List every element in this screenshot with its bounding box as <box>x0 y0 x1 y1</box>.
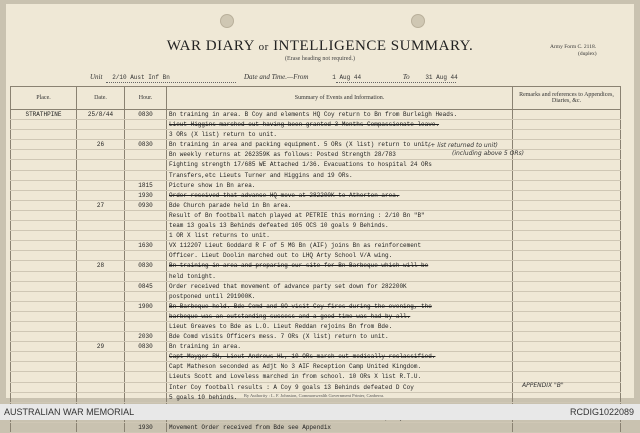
diary-row <box>11 221 621 231</box>
diary-row <box>11 210 621 220</box>
cell-remarks <box>513 342 621 352</box>
page-title <box>6 38 634 55</box>
unit-underline <box>106 82 236 83</box>
cell-remarks <box>513 301 621 311</box>
cell-remarks <box>513 200 621 210</box>
date-from-value: 1 Aug 44 <box>332 74 362 81</box>
diary-row <box>11 352 621 362</box>
diary-row <box>11 140 621 150</box>
cell-remarks <box>513 332 621 342</box>
cell-hour <box>125 372 167 382</box>
diary-row <box>11 291 621 301</box>
cell-remarks <box>513 241 621 251</box>
cell-place <box>11 291 77 301</box>
cell-date: 28 <box>77 261 125 271</box>
cell-hour <box>125 362 167 372</box>
diary-row <box>11 321 621 331</box>
cell-remarks <box>513 180 621 190</box>
cell-remarks <box>513 311 621 321</box>
cell-remarks <box>513 231 621 241</box>
cell-date <box>77 251 125 261</box>
title-intelligence-summary: INTELLIGENCE SUMMARY. <box>273 38 474 54</box>
cell-date <box>77 180 125 190</box>
cell-hour <box>125 251 167 261</box>
cell-date <box>77 321 125 331</box>
diary-row <box>11 150 621 160</box>
cell-date <box>77 352 125 362</box>
cell-remarks <box>513 140 621 150</box>
cell-text: Bn training in area and preparing our site for Bn Barbeque which will be <box>167 261 513 271</box>
unit-value: 2/10 Aust Inf Bn <box>112 74 170 81</box>
form-note: (duplex) <box>578 50 597 57</box>
cell-remarks <box>513 321 621 331</box>
cell-text: Lieuts Scott and Loveless marched in from school. 10 ORs X list R.T.U. <box>167 372 513 382</box>
date-to-value: 31 Aug 44 <box>425 74 458 81</box>
cell-hour <box>125 210 167 220</box>
cell-place <box>11 241 77 251</box>
cell-hour <box>125 352 167 362</box>
column-header-hour: Hour. <box>125 87 167 110</box>
archive-name: AUSTRALIAN WAR MEMORIAL <box>4 407 135 417</box>
cell-place <box>11 251 77 261</box>
cell-text: 1 OR X list returns to unit. <box>167 231 513 241</box>
cell-date <box>77 150 125 160</box>
form-number <box>550 44 620 57</box>
cell-date <box>77 160 125 170</box>
cell-text: barbeque was an outstanding success and a good time was had by all. <box>167 311 513 321</box>
cell-date <box>77 231 125 241</box>
cell-text: Lieut Higgins marched out having been granted 3 Months Compassionate leave. <box>167 120 513 130</box>
cell-date <box>77 190 125 200</box>
cell-place <box>11 281 77 291</box>
cell-place <box>11 210 77 220</box>
cell-text: Bn training in area. B Coy and elements HQ Coy return to Bn from Burleigh Heads. <box>167 110 513 120</box>
cell-place <box>11 311 77 321</box>
cell-text: Bn training in area. <box>167 342 513 352</box>
cell-date: 29 <box>77 342 125 352</box>
date-range-field <box>244 73 458 81</box>
handwritten-appendix-reference: APPENDIX "B" <box>522 382 564 389</box>
cell-remarks <box>513 150 621 160</box>
diary-row <box>11 170 621 180</box>
cell-date: 27 <box>77 200 125 210</box>
cell-hour: 0830 <box>125 342 167 352</box>
cell-remarks <box>513 251 621 261</box>
cell-place <box>11 422 77 432</box>
cell-place <box>11 200 77 210</box>
column-header-date: Date. <box>77 87 125 110</box>
printer-footer: By Authority : L. F. Johnston, Commonwealth Government Printer, Canberra. <box>243 393 385 398</box>
cell-hour: 1930 <box>125 190 167 200</box>
cell-remarks <box>513 190 621 200</box>
cell-hour: 1900 <box>125 301 167 311</box>
cell-hour: 1815 <box>125 180 167 190</box>
diary-row <box>11 372 621 382</box>
cell-hour <box>125 150 167 160</box>
cell-remarks <box>513 120 621 130</box>
cell-place <box>11 342 77 352</box>
cell-remarks <box>513 210 621 220</box>
cell-date <box>77 362 125 372</box>
cell-place <box>11 140 77 150</box>
diary-row <box>11 342 621 352</box>
cell-date <box>77 120 125 130</box>
cell-place <box>11 332 77 342</box>
diary-row <box>11 160 621 170</box>
diary-row <box>11 311 621 321</box>
handwritten-note-including-ors: (including above 5 ORs) <box>452 150 524 157</box>
diary-row <box>11 120 621 130</box>
diary-row <box>11 241 621 251</box>
cell-date <box>77 291 125 301</box>
cell-place <box>11 362 77 372</box>
cell-date <box>77 241 125 251</box>
cell-text: Fighting strength 17/685 WE Attached 1/36. Evacuations to hospital 24 ORs <box>167 160 513 170</box>
cell-remarks <box>513 291 621 301</box>
unit-field <box>90 73 170 81</box>
diary-table <box>10 86 621 433</box>
cell-text: team 13 goals 13 Behinds defeated 105 OCS 10 goals 9 Behinds. <box>167 221 513 231</box>
cell-date <box>77 332 125 342</box>
diary-row <box>11 110 621 120</box>
diary-row <box>11 190 621 200</box>
unit-label: Unit <box>90 73 103 81</box>
punch-hole <box>411 14 425 28</box>
punch-hole <box>220 14 234 28</box>
cell-place <box>11 150 77 160</box>
cell-hour: 0930 <box>125 200 167 210</box>
cell-place <box>11 180 77 190</box>
archive-record-id: RCDIG1022089 <box>569 407 634 417</box>
cell-remarks <box>513 110 621 120</box>
cell-hour <box>125 271 167 281</box>
column-header-place: Place. <box>11 87 77 110</box>
date-to-label: To <box>402 73 410 81</box>
cell-place <box>11 271 77 281</box>
cell-text: Bn training in area and packing equipment. 5 ORs (X list) return to unit. <box>167 140 513 150</box>
cell-text: 5 goals 10 behinds. <box>167 392 513 402</box>
date-from-label: Date and Time.—From <box>244 73 309 81</box>
cell-text: held tonight. <box>167 271 513 281</box>
handwritten-note-list-returned: (+ list returned to unit) <box>428 142 498 149</box>
cell-date <box>77 422 125 432</box>
cell-text: 3 ORs (X list) return to unit. <box>167 130 513 140</box>
cell-text: Capt Matheson seconded as Adjt No 3 AIF Reception Camp United Kingdom. <box>167 362 513 372</box>
cell-remarks <box>513 271 621 281</box>
diary-row <box>11 332 621 342</box>
cell-place <box>11 321 77 331</box>
cell-hour: 0830 <box>125 261 167 271</box>
cell-remarks <box>513 221 621 231</box>
cell-text: Officer. Lieut Doolin marched out to LHQ Arty School V/A wing. <box>167 251 513 261</box>
cell-date <box>77 372 125 382</box>
cell-text: Order received that movement of advance party set down for 282200K <box>167 281 513 291</box>
cell-date <box>77 130 125 140</box>
cell-date <box>77 311 125 321</box>
archive-caption-bar <box>0 404 640 420</box>
cell-place <box>11 301 77 311</box>
diary-row <box>11 200 621 210</box>
diary-row <box>11 271 621 281</box>
cell-date <box>77 301 125 311</box>
cell-remarks <box>513 422 621 432</box>
cell-remarks <box>513 372 621 382</box>
cell-hour <box>125 221 167 231</box>
cell-text: Order received that advance HQ move at 282200K to Atherton area. <box>167 190 513 200</box>
cell-place <box>11 352 77 362</box>
cell-hour <box>125 231 167 241</box>
cell-hour <box>125 130 167 140</box>
cell-date <box>77 382 125 392</box>
cell-date: 26 <box>77 140 125 150</box>
cell-hour <box>125 291 167 301</box>
cell-remarks <box>513 170 621 180</box>
cell-hour <box>125 321 167 331</box>
cell-text: Picture show in Bn area. <box>167 180 513 190</box>
cell-date <box>77 221 125 231</box>
cell-hour <box>125 170 167 180</box>
cell-remarks <box>513 352 621 362</box>
page-subtitle: (Erase heading not required.) <box>285 56 355 62</box>
cell-remarks <box>513 261 621 271</box>
cell-place: STRATHPINE <box>11 110 77 120</box>
form-label: Army Form C. 2118. <box>550 44 597 50</box>
diary-row <box>11 362 621 372</box>
cell-hour <box>125 160 167 170</box>
diary-row <box>11 422 621 432</box>
cell-date: 25/8/44 <box>77 110 125 120</box>
cell-hour: 1930 <box>125 422 167 432</box>
cell-text: Result of Bn football match played at PETRIE this morning : 2/10 Bn "B" <box>167 210 513 220</box>
cell-remarks <box>513 160 621 170</box>
diary-row <box>11 251 621 261</box>
cell-text: Bde Church parade held in Bn area. <box>167 200 513 210</box>
cell-date <box>77 170 125 180</box>
cell-place <box>11 231 77 241</box>
cell-hour: 0830 <box>125 110 167 120</box>
cell-hour: 0830 <box>125 140 167 150</box>
cell-remarks <box>513 362 621 372</box>
title-or: or <box>258 41 269 53</box>
cell-remarks <box>513 130 621 140</box>
cell-text: Bn weekly returns at 262359K as follows: Posted Strength 28/783 <box>167 150 513 160</box>
cell-text: Bde Comd visits Officers mess. 7 ORs (X list) return to unit. <box>167 332 513 342</box>
cell-text: VX 112207 Lieut Goddard R F of 5 MG Bn (AIF) joins Bn as reinforcement <box>167 241 513 251</box>
cell-text: postponed until 291900K. <box>167 291 513 301</box>
cell-hour <box>125 120 167 130</box>
cell-hour: 1630 <box>125 241 167 251</box>
title-war-diary: WAR DIARY <box>166 38 255 54</box>
cell-text: Inter Coy football results : A Coy 9 goals 13 Behinds defeated D Coy <box>167 382 513 392</box>
cell-text: Capt Mayger RH, Lieut Andrews HL, 10 ORs march out medically reclassified. <box>167 352 513 362</box>
cell-place <box>11 221 77 231</box>
cell-hour: 0845 <box>125 281 167 291</box>
cell-place <box>11 261 77 271</box>
cell-text: Transfers,etc Lieuts Turner and Higgins and 19 ORs. <box>167 170 513 180</box>
cell-place <box>11 160 77 170</box>
date-underline <box>336 82 456 83</box>
cell-date <box>77 281 125 291</box>
cell-text: Bn Barbeque held. Bde Comd and GO visit Coy fires during the evening, the <box>167 301 513 311</box>
cell-place <box>11 170 77 180</box>
diary-row <box>11 261 621 271</box>
cell-date <box>77 210 125 220</box>
diary-row <box>11 231 621 241</box>
diary-row <box>11 180 621 190</box>
cell-hour <box>125 311 167 321</box>
cell-text: Lieut Greaves to Bde as L.O. Lieut Reddan rejoins Bn from Bde. <box>167 321 513 331</box>
column-header-summary: Summary of Events and Information. <box>167 87 513 110</box>
diary-row <box>11 130 621 140</box>
column-header-remarks: Remarks and references to Appendices, Diaries, &c. <box>513 87 621 110</box>
cell-place <box>11 130 77 140</box>
cell-hour <box>125 382 167 392</box>
cell-date <box>77 271 125 281</box>
cell-remarks <box>513 281 621 291</box>
cell-hour: 2030 <box>125 332 167 342</box>
cell-place <box>11 382 77 392</box>
cell-place <box>11 120 77 130</box>
diary-row <box>11 301 621 311</box>
cell-text: Movement Order received from Bde see Appendix <box>167 422 513 432</box>
cell-place <box>11 372 77 382</box>
cell-place <box>11 190 77 200</box>
diary-row <box>11 281 621 291</box>
